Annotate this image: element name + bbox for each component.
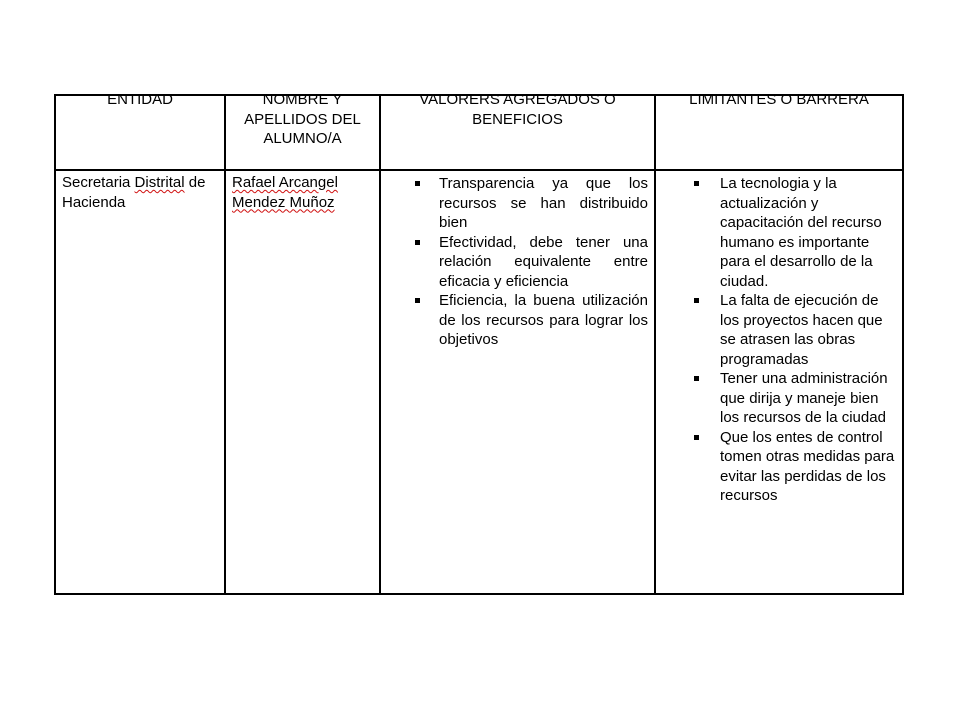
cell-entidad (55, 170, 225, 594)
table-row (55, 170, 903, 594)
list-item: Que los entes de control tomen otras medidas para evitar las perdidas de los recursos (656, 428, 896, 506)
report-table (54, 91, 904, 595)
bullet-icon (694, 181, 699, 186)
alumno-text: Rafael Arcangel Mendez Muñoz (232, 174, 338, 211)
list-item: Transparencia ya que los recursos se han distribuido bien (381, 174, 648, 233)
bullet-icon (694, 435, 699, 440)
entidad-text: Secretaria Distrital de Hacienda (62, 174, 206, 211)
header-limitantes: LIMITANTES O BARRERA (655, 95, 903, 170)
header-nombre-alumno: NOMBRE Y APELLIDOS DEL ALUMNO/A (225, 95, 380, 170)
bullet-icon (415, 298, 420, 303)
cell-alumno (225, 170, 380, 594)
header-row (55, 95, 903, 170)
header-valores-agregados: VALORERS AGREGADOS O BENEFICIOS (380, 95, 655, 170)
beneficios-list (381, 171, 654, 350)
header-entidad: ENTIDAD (55, 95, 225, 170)
list-item: Eficiencia, la buena utilización de los recursos para lograr los objetivos (381, 291, 648, 350)
list-item: Tener una administración que dirija y maneje bien los recursos de la ciudad (656, 369, 896, 428)
bullet-icon (694, 376, 699, 381)
limitantes-list (656, 171, 902, 506)
spellcheck-word: Distrital (134, 174, 185, 191)
list-item: Efectividad, debe tener una relación equivalente entre eficacia y eficiencia (381, 233, 648, 292)
list-item: La falta de ejecución de los proyectos hacen que se atrasen las obras programadas (656, 291, 896, 369)
cell-limitantes (655, 170, 903, 594)
list-item: La tecnologia y la actualización y capacitación del recurso humano es importante para el desarrollo de la ciudad. (656, 174, 896, 291)
bullet-icon (694, 298, 699, 303)
bullet-icon (415, 181, 420, 186)
cell-beneficios (380, 170, 655, 594)
bullet-icon (415, 240, 420, 245)
